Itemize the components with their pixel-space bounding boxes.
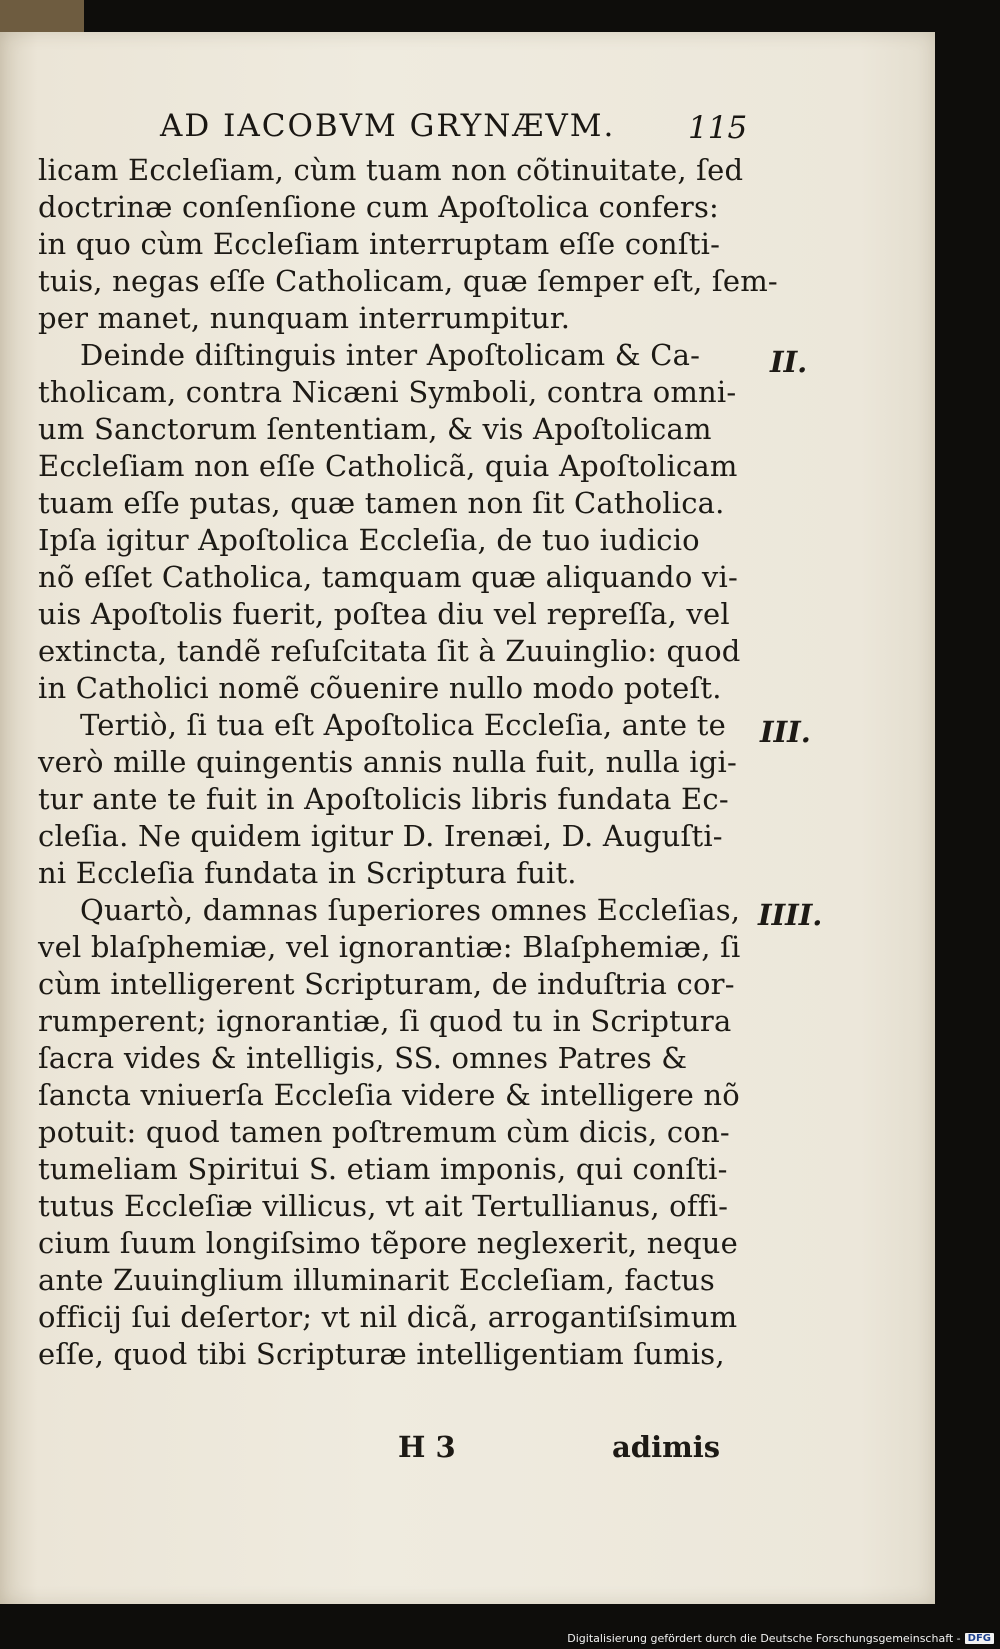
- text-line: cùm intelligerent Scripturam, de induſtria cor-: [38, 967, 735, 1001]
- text-line: tur ante te fuit in Apoſtolicis libris fundata Ec-: [38, 782, 729, 816]
- digitization-credit: [567, 1632, 994, 1645]
- signature-mark: H 3: [398, 1430, 456, 1464]
- text-line: tuis, negas eſſe Catholicam, quæ ſemper eſt, ſem-: [38, 264, 778, 298]
- text-line: ſancta vniuerſa Eccleſia videre & intelligere nõ: [38, 1078, 740, 1112]
- running-head: AD IACOBVM GRYNÆVM.: [160, 108, 616, 144]
- text-line: ni Eccleſia fundata in Scriptura fuit.: [38, 856, 577, 890]
- text-line: tuam eſſe putas, quæ tamen non ſit Catholica.: [38, 486, 725, 520]
- text-line: Ipſa igitur Apoſtolica Eccleſia, de tuo iudicio: [38, 523, 700, 557]
- text-line: Tertiò, ſi tua eſt Apoſtolica Eccleſia, ante te: [80, 708, 726, 742]
- text-line: extincta, tandẽ reſuſcitata ſit à Zuuinglio: quod: [38, 634, 741, 668]
- folio-number: 115: [688, 110, 748, 146]
- credit-text: Digitalisierung gefördert durch die Deutsche Forschungsgemeinschaft -: [567, 1632, 961, 1645]
- book-page: [0, 32, 935, 1604]
- text-line: per manet, nunquam interrumpitur.: [38, 301, 571, 335]
- text-line: in quo cùm Eccleſiam interruptam eſſe conſti-: [38, 227, 721, 261]
- text-line: ſacra vides & intelligis, SS. omnes Patres &: [38, 1041, 688, 1075]
- text-line: cleſia. Ne quidem igitur D. Irenæi, D. Auguſti-: [38, 819, 723, 853]
- text-line: officij ſui deſertor; vt nil dicã, arrogantiſsimum: [38, 1300, 738, 1334]
- scan-corner-tab: [0, 0, 84, 34]
- text-line: Quartò, damnas ſuperiores omnes Eccleſias,: [80, 893, 741, 927]
- text-line: vel blaſphemiæ, vel ignorantiæ: Blaſphemiæ, ſi: [38, 930, 741, 964]
- marginal-numeral: II.: [770, 345, 808, 379]
- text-line: doctrinæ conſenſione cum Apoſtolica confers:: [38, 190, 720, 224]
- text-line: um Sanctorum ſententiam, & vis Apoſtolicam: [38, 412, 712, 446]
- text-line: Deinde diſtinguis inter Apoſtolicam & Ca-: [80, 338, 701, 372]
- text-line: ante Zuuinglium illuminarit Eccleſiam, factus: [38, 1263, 716, 1297]
- text-line: tumeliam Spiritui S. etiam imponis, qui conſti-: [38, 1152, 728, 1186]
- text-line: in Catholici nomẽ cõuenire nullo modo poteſt.: [38, 671, 722, 705]
- text-line: nõ eſſet Catholica, tamquam quæ aliquando vi-: [38, 560, 738, 594]
- marginal-numeral: III.: [760, 715, 811, 749]
- text-line: rumperent; ignorantiæ, ſi quod tu in Scriptura: [38, 1004, 732, 1038]
- text-line: cium ſuum longiſsimo tẽpore neglexerit, neque: [38, 1226, 738, 1260]
- catchword: adimis: [612, 1430, 721, 1464]
- dfg-logo: DFG: [965, 1633, 994, 1644]
- text-line: uis Apoſtolis fuerit, poſtea diu vel repreſſa, vel: [38, 597, 730, 631]
- text-line: tholicam, contra Nicæni Symboli, contra omni-: [38, 375, 737, 409]
- text-line: eſſe, quod tibi Scripturæ intelligentiam ſumis,: [38, 1337, 725, 1371]
- marginal-numeral: IIII.: [758, 898, 823, 932]
- text-line: potuit: quod tamen poſtremum cùm dicis, con-: [38, 1115, 730, 1149]
- text-line: Eccleſiam non eſſe Catholicã, quia Apoſtolicam: [38, 449, 738, 483]
- text-line: verò mille quingentis annis nulla fuit, nulla igi-: [38, 745, 737, 779]
- text-line: licam Eccleſiam, cùm tuam non cõtinuitate, ſed: [38, 153, 744, 187]
- text-line: tutus Eccleſiæ villicus, vt ait Tertullianus, offi-: [38, 1189, 729, 1223]
